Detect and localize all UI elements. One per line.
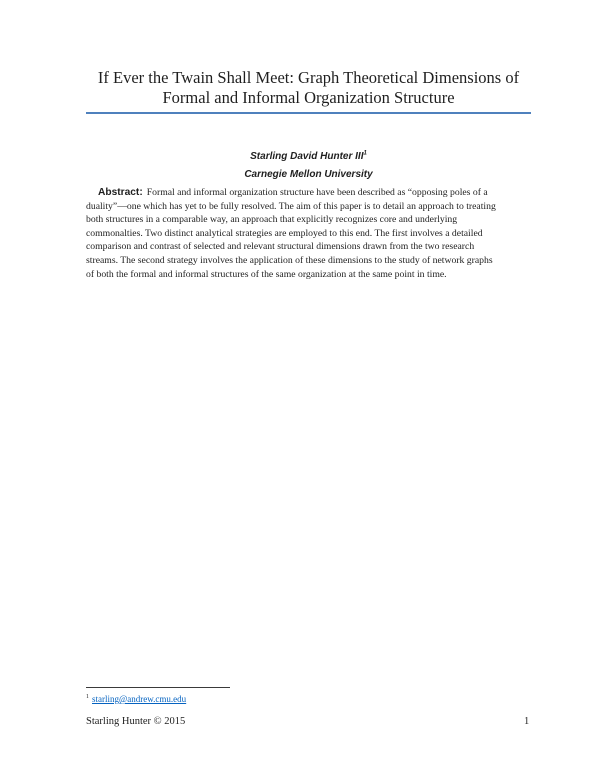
abstract-text-line: both structures in a comparable way, an approach that explicitly recognizes core and underlying [86,214,458,226]
footnote-marker: 1 [86,694,89,700]
affiliation: Carnegie Mellon University [244,169,373,180]
abstract-text-line: of both the formal and informal structures of the same organization at the same point in time. [86,268,447,280]
title-line-2: Formal and Informal Organization Structure [162,88,455,107]
abstract [86,186,531,281]
author-name: Starling David Hunter III [250,151,364,162]
footnote [86,693,186,705]
footer-copyright: Starling Hunter © 2015 [86,716,186,727]
abstract-text-line: comparison and contrast of selected and relevant structural dimensions drawn from the two research [86,241,475,253]
title-line-1: If Ever the Twain Shall Meet: Graph Theoretical Dimensions of [97,68,520,87]
author-name-line [86,148,531,166]
author-footnote-marker: 1 [363,150,367,157]
abstract-line [86,186,531,200]
abstract-text-line: streams. The second strategy involves the application of these dimensions to the study of network graphs [86,254,493,266]
footnote-divider [86,687,230,688]
page-number: 1 [524,716,530,727]
abstract-text-line: Formal and informal organization structure have been described as “opposing poles of a [146,187,488,198]
footnote-email-link[interactable]: starling@andrew.cmu.edu [92,694,187,704]
abstract-text-line: duality”—one which has yet to be fully resolved. The aim of this paper is to detail an approach to treating [86,200,496,212]
paper-title [86,68,531,108]
abstract-label: Abstract: [98,187,143,198]
title-divider [86,112,531,114]
abstract-text-line: commonalties. Two distinct analytical strategies are employed to this end. The first involves a detailed [86,227,483,239]
author-block [86,148,531,184]
